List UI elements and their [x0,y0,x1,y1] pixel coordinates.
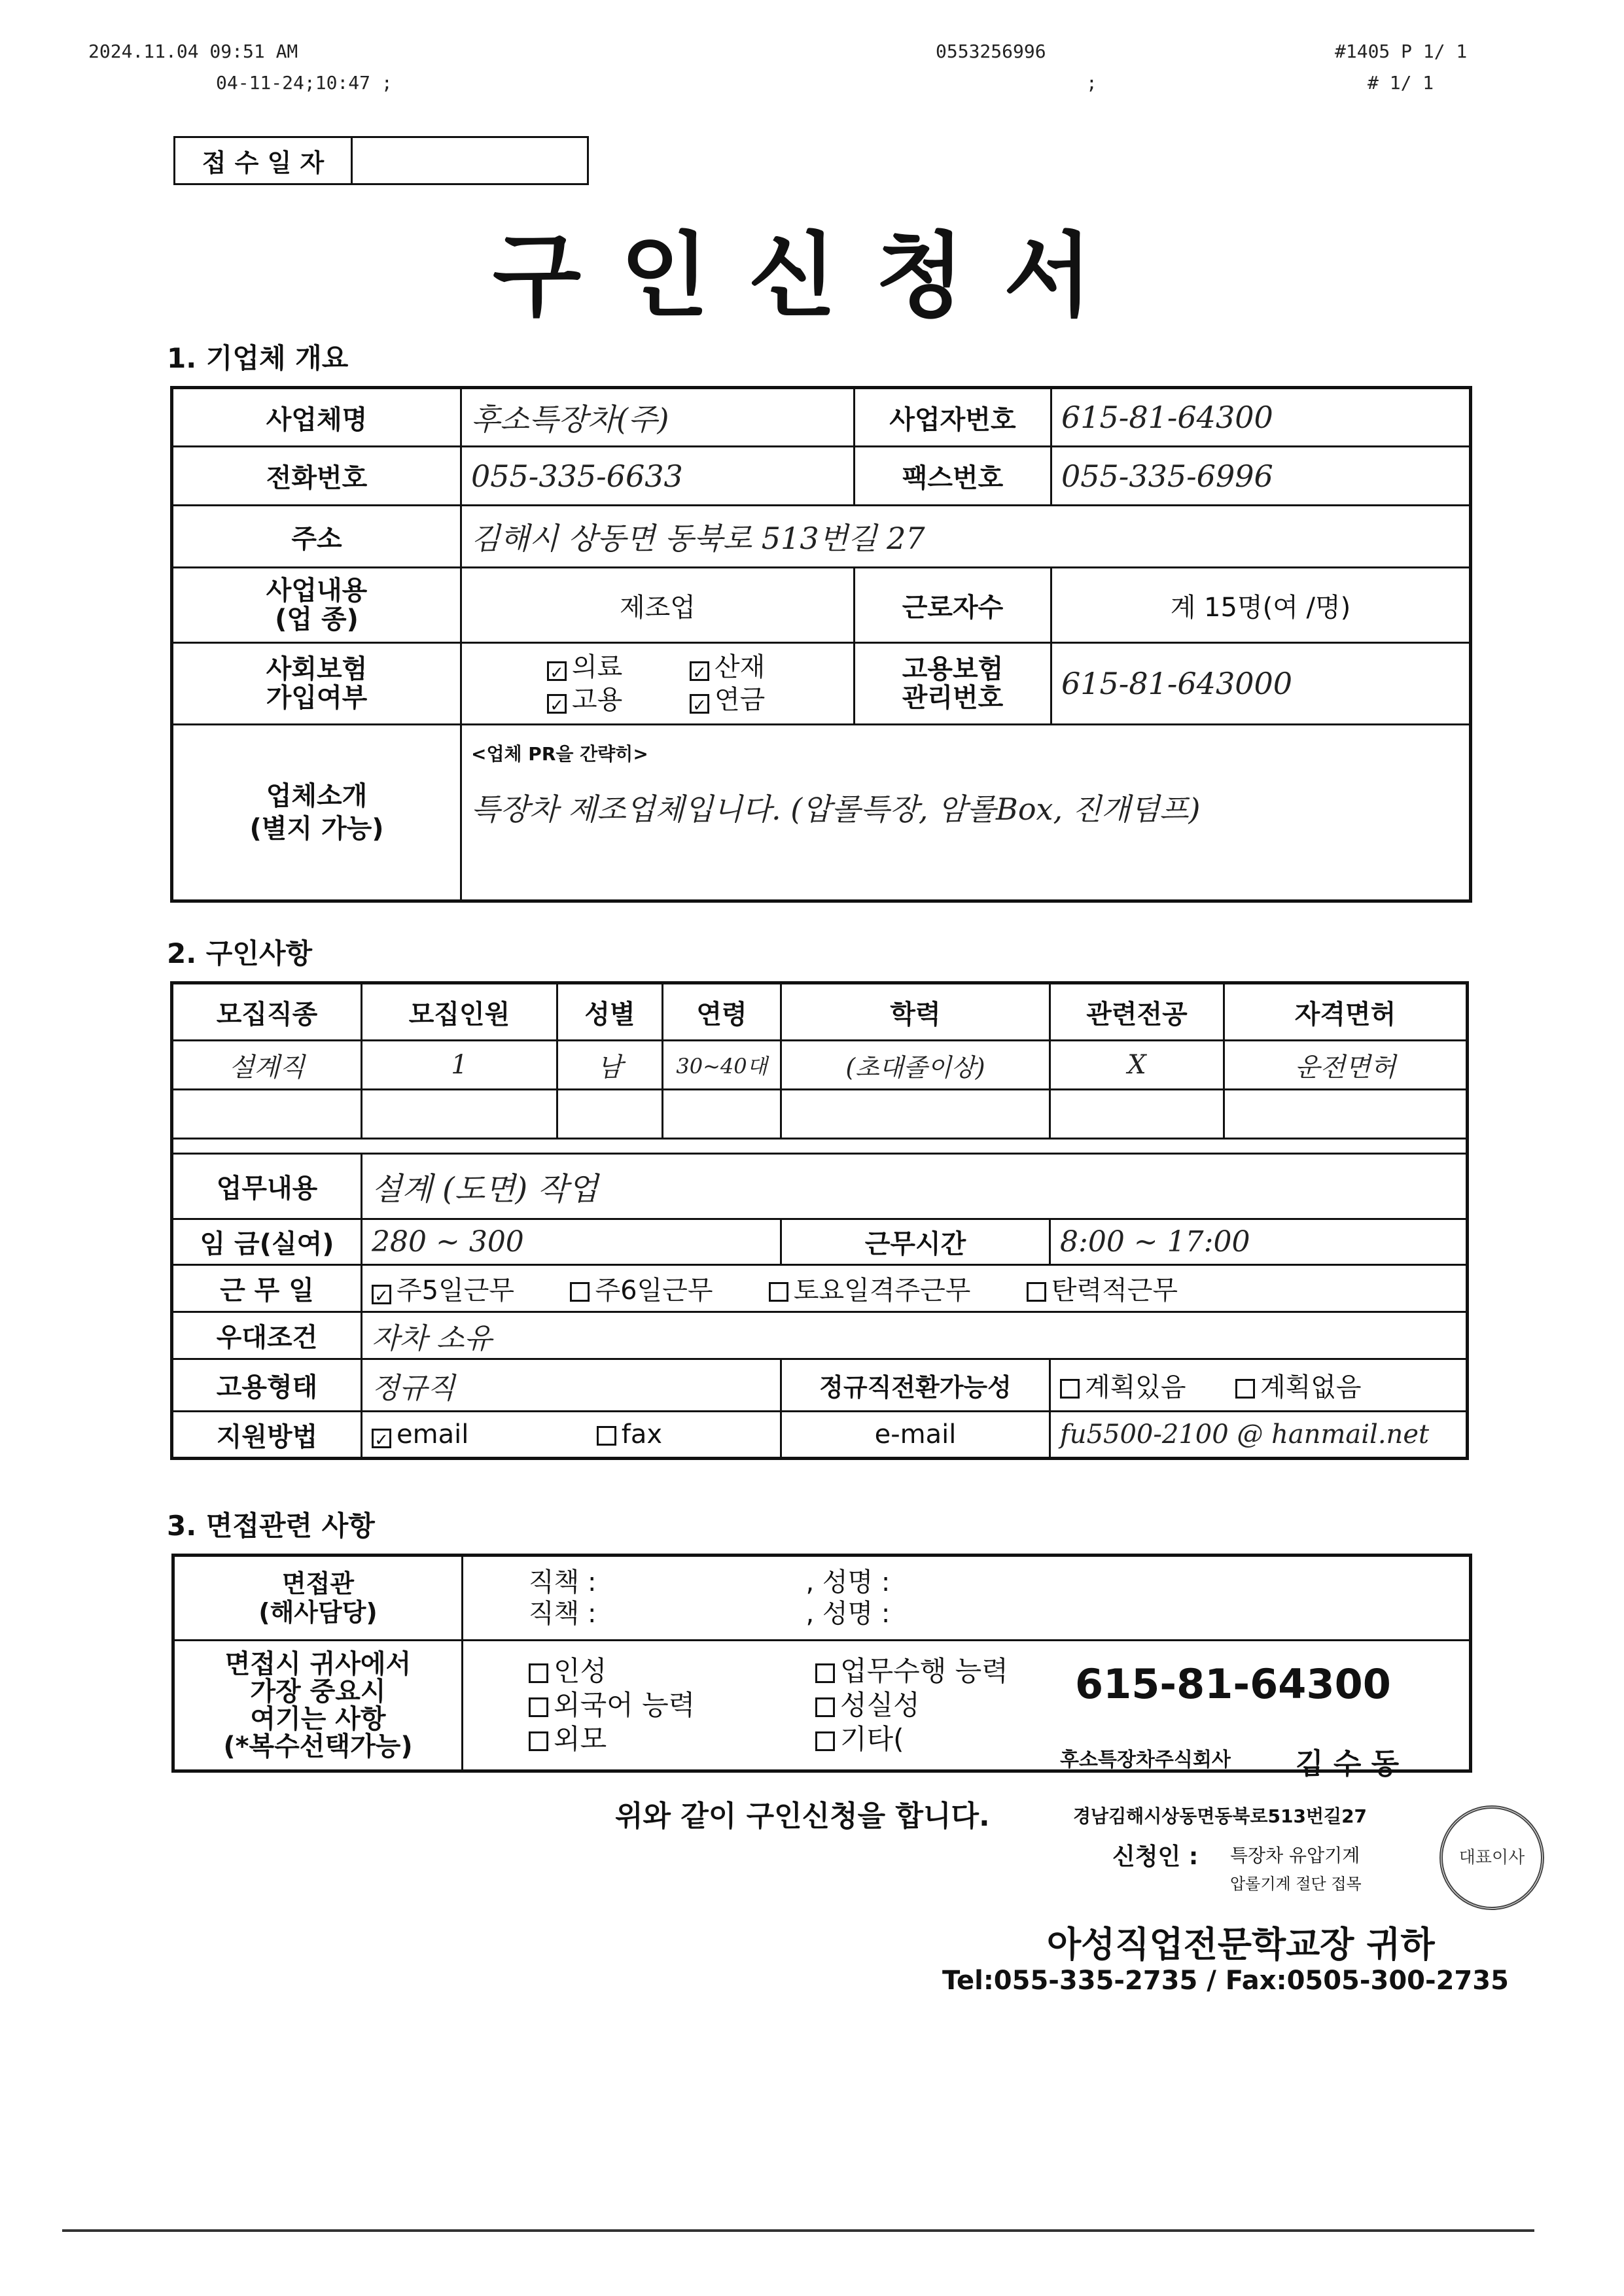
col-age: 연령 [663,983,781,1041]
biz-number-label: 사업자번호 [855,388,1051,447]
checkbox-icon[interactable] [815,1697,835,1717]
option-work-ability: 업무수행 능력 [840,1655,1008,1687]
company-intro-label: 업체소개 (별지 가능) [172,725,461,901]
employment-type-label: 고용형태 [172,1359,362,1412]
application-statement: 위와 같이 구인신청을 합니다. [615,1800,990,1833]
option-6days: 주6일근무 [595,1276,713,1306]
company-seal-icon [1439,1805,1544,1910]
page-title: 구인신청서 [492,223,1132,330]
insurance-checkboxes [461,643,855,725]
option-planned: 계획있음 [1085,1372,1186,1402]
workdays-options [362,1265,1468,1312]
address-label: 주소 [172,506,461,568]
insurance-label: 사회보험 가입여부 [172,643,461,725]
fax-timestamp-2: 04-11-24;10:47 ; [216,72,393,94]
hours-value: 8:00 ~ 17:00 [1050,1219,1468,1265]
insurance-mgmt-label: 고용보험 관리번호 [855,643,1051,725]
fax-separator: ; [1086,72,1097,94]
insurance-mgmt-value: 615-81-643000 [1051,643,1471,725]
col-gender: 성별 [557,983,663,1041]
company-name-label: 사업체명 [172,388,461,447]
company-intro-cell [461,725,1471,901]
checkbox-icon[interactable] [1235,1379,1255,1399]
fax-number: 0553256996 [936,41,1046,62]
name-label: , 성명 : [805,1567,891,1597]
apply-method-label: 지원방법 [172,1412,362,1459]
workdays-label: 근 무 일 [172,1265,362,1312]
stamp-name: 김 수 동 [1296,1747,1400,1781]
stamp-biz-number: 615-81-64300 [1075,1660,1391,1708]
insurance-accident: 산재 [715,652,766,682]
option-foreign-lang: 외국어 능력 [554,1689,696,1721]
option-fax: fax [621,1419,663,1450]
col-job-type: 모집직종 [172,983,362,1041]
checkbox-icon[interactable]: ✓ [547,694,567,714]
employee-count-label: 근로자수 [855,568,1051,643]
option-email: email [397,1419,469,1450]
option-not-planned: 계획없음 [1260,1372,1362,1402]
company-table [170,386,1472,903]
checkbox-icon[interactable] [1027,1282,1046,1302]
checkbox-icon[interactable]: ✓ [690,694,709,714]
company-intro-value: 특장차 제조업체입니다. (압롤특장, 암롤Box, 진개덤프) [471,791,1201,827]
stamp-address: 경남김해시상동면동북로513번길27 [1073,1805,1368,1827]
phone-value: 055-335-6633 [461,447,855,506]
table-row [172,1041,1468,1090]
address-value: 김해시 상동면 동북로 513번길 27 [461,506,1471,568]
insurance-pension: 연금 [715,685,766,715]
section-3-title: 3. 면접관련 사항 [167,1510,375,1542]
fax-page-2: # 1/ 1 [1368,72,1434,94]
benefit-value: 자차 소유 [362,1312,1468,1359]
duty-value: 설계 (도면) 작업 [362,1154,1468,1219]
interviewer-cell [463,1556,1471,1641]
benefit-label: 우대조건 [172,1312,362,1359]
fax-label: 팩스번호 [855,447,1051,506]
age-value: 30~40대 [663,1041,781,1090]
receipt-date-box [173,136,589,185]
fax-timestamp: 2024.11.04 09:51 AM [88,41,298,62]
option-appearance: 외모 [554,1723,607,1755]
option-biweekly-sat: 토요일격주근무 [793,1276,971,1306]
hours-label: 근무시간 [781,1219,1050,1265]
company-name-value: 후소특장차(주) [461,388,855,447]
option-character: 인성 [554,1655,607,1687]
education-value: (초대졸이상) [781,1041,1050,1090]
employment-type-value: 정규직 [362,1359,781,1412]
job-type-value: 설계직 [172,1041,362,1090]
checkbox-icon[interactable]: ✓ [372,1285,391,1304]
interview-table [171,1554,1472,1773]
fax-value: 055-335-6996 [1051,447,1471,506]
bottom-divider [62,2229,1534,2232]
option-5days: 주5일근무 [397,1276,515,1306]
option-flexible: 탄력적근무 [1051,1276,1178,1306]
insurance-medical: 의료 [572,652,623,682]
biz-number-value: 615-81-64300 [1051,388,1471,447]
company-intro-hint: <업체 PR을 간략히> [471,743,648,765]
employee-count-value: 계 15명(여 /명) [1051,568,1471,643]
phone-label: 전화번호 [172,447,461,506]
position-label: 직책 : [529,1567,597,1597]
applicant-desc-1: 특장차 유압기계 [1230,1845,1360,1866]
option-sincerity: 성실성 [840,1689,920,1721]
col-headcount: 모집인원 [362,983,557,1041]
email-label: e-mail [781,1412,1050,1459]
major-value: X [1050,1041,1224,1090]
receipt-date-value [352,137,588,184]
checkbox-icon[interactable]: ✓ [547,661,567,681]
checkbox-icon[interactable] [1060,1379,1080,1399]
important-factors-label: 면접시 귀사에서 가장 중요시 여기는 사항 (*복수선택가능) [173,1641,463,1771]
checkbox-icon[interactable]: ✓ [372,1429,391,1448]
applicant-label: 신청인 : [1112,1843,1199,1870]
checkbox-icon[interactable]: ✓ [690,661,709,681]
wage-value: 280 ~ 300 [362,1219,781,1265]
business-type-value: 제조업 [461,568,855,643]
checkbox-icon[interactable] [570,1282,590,1302]
col-education: 학력 [781,983,1050,1041]
section-1-title: 1. 기업체 개요 [167,342,349,374]
checkbox-icon[interactable] [597,1426,616,1446]
email-value: fu5500-2100 @ hanmail.net [1050,1412,1468,1459]
fax-page: #1405 P 1/ 1 [1335,41,1468,62]
headcount-value: 1 [362,1041,557,1090]
applicant-desc-2: 압롤기계 절단 접목 [1230,1875,1362,1893]
checkbox-icon[interactable] [529,1731,548,1751]
contact-info: Tel:055-335-2735 / Fax:0505-300-2735 [942,1966,1509,1996]
receipt-date-label: 접 수 일 자 [175,137,352,184]
col-license: 자격면허 [1224,983,1468,1041]
checkbox-icon[interactable] [529,1697,548,1717]
option-other: 기타( [840,1723,904,1755]
recruit-table [170,981,1469,1460]
checkbox-icon[interactable] [769,1282,788,1302]
gender-value: 남 [557,1041,663,1090]
checkbox-icon[interactable] [529,1663,548,1683]
stamp-company: 후소특장차주식회사 [1060,1748,1231,1771]
wage-label: 임 금(실여) [172,1219,362,1265]
section-2-title: 2. 구인사항 [167,937,313,969]
checkbox-icon[interactable] [815,1731,835,1751]
insurance-employment: 고용 [572,685,623,715]
apply-method-options [362,1412,781,1459]
interviewer-label: 면접관 (해사담당) [173,1556,463,1641]
conversion-options [1050,1359,1468,1412]
checkbox-icon[interactable] [815,1663,835,1683]
license-value: 운전면허 [1224,1041,1468,1090]
conversion-label: 정규직전환가능성 [781,1359,1050,1412]
position-label: 직책 : [529,1599,597,1629]
duty-label: 업무내용 [172,1154,362,1219]
col-major: 관련전공 [1050,983,1224,1041]
recipient: 아성직업전문학교장 귀하 [1047,1924,1435,1965]
table-row [172,1090,1468,1139]
name-label: , 성명 : [805,1599,891,1629]
seal-text: 대표이사 [1458,1848,1525,1868]
business-type-label: 사업내용 (업 종) [172,568,461,643]
